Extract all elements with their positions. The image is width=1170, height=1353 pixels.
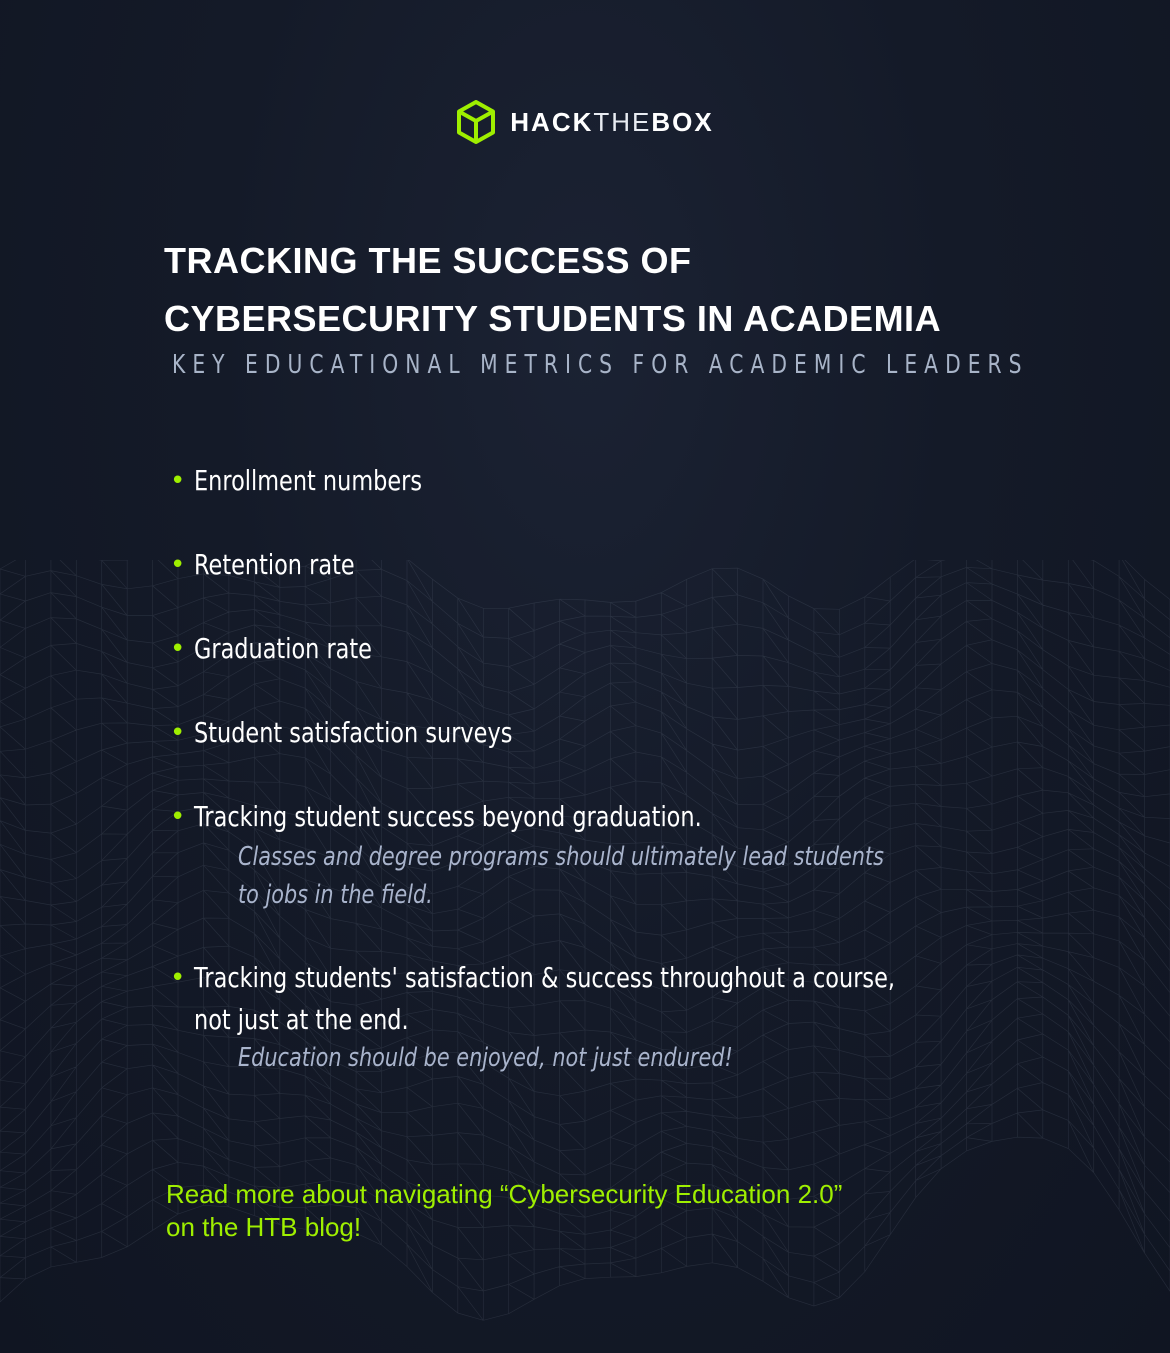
brand-logo xyxy=(0,100,1170,144)
brand-name-part2: THE xyxy=(593,106,652,137)
brand-name-part1: HACK xyxy=(510,106,594,137)
metric-label: Graduation rate xyxy=(194,632,372,665)
metric-note-beyond-graduation xyxy=(238,838,884,914)
brand-name-part3: BOX xyxy=(651,106,714,137)
page-subtitle: KEY EDUCATIONAL METRICS FOR ACADEMIC LEADERS xyxy=(172,350,1029,380)
cta-line1: Read more about navigating “Cybersecurity Education 2.0” xyxy=(166,1179,843,1209)
bullet-icon: • xyxy=(170,466,186,496)
bullet-icon: • xyxy=(170,802,186,832)
metric-item-surveys xyxy=(170,712,592,754)
metric-item-retention xyxy=(170,544,395,586)
metric-note-line1: Classes and degree programs should ultimately lead students xyxy=(238,842,884,872)
cta-line2: on the HTB blog! xyxy=(166,1212,362,1242)
metric-note-line2: to jobs in the field. xyxy=(238,880,433,910)
metric-item-enrollment xyxy=(170,460,479,502)
metric-label: Retention rate xyxy=(194,548,355,581)
bullet-icon: • xyxy=(170,550,186,580)
metric-label: Enrollment numbers xyxy=(194,464,423,497)
page-title-line2: CYBERSECURITY STUDENTS IN ACADEMIA xyxy=(164,298,942,339)
bullet-icon: • xyxy=(170,718,186,748)
cube-icon xyxy=(456,100,496,144)
bullet-icon: • xyxy=(170,963,186,993)
brand-name xyxy=(510,107,713,138)
metric-note-throughout-course xyxy=(238,1039,733,1077)
metric-label-line1: Tracking students' satisfaction & success throughout a course, xyxy=(194,961,895,994)
metric-label-line2: not just at the end. xyxy=(194,1003,409,1036)
metric-label: Student satisfaction surveys xyxy=(194,716,513,749)
metric-item-beyond-graduation xyxy=(170,796,829,838)
metric-note-line1: Education should be enjoyed, not just endured! xyxy=(238,1043,733,1073)
page-title xyxy=(164,232,941,348)
metric-label: Tracking student success beyond graduation. xyxy=(194,800,702,833)
blog-call-to-action xyxy=(166,1178,842,1244)
metric-item-graduation xyxy=(170,628,416,670)
page-title-line1: TRACKING THE SUCCESS OF xyxy=(164,240,692,281)
metric-item-throughout-course xyxy=(170,957,1070,1041)
bullet-icon: • xyxy=(170,634,186,664)
